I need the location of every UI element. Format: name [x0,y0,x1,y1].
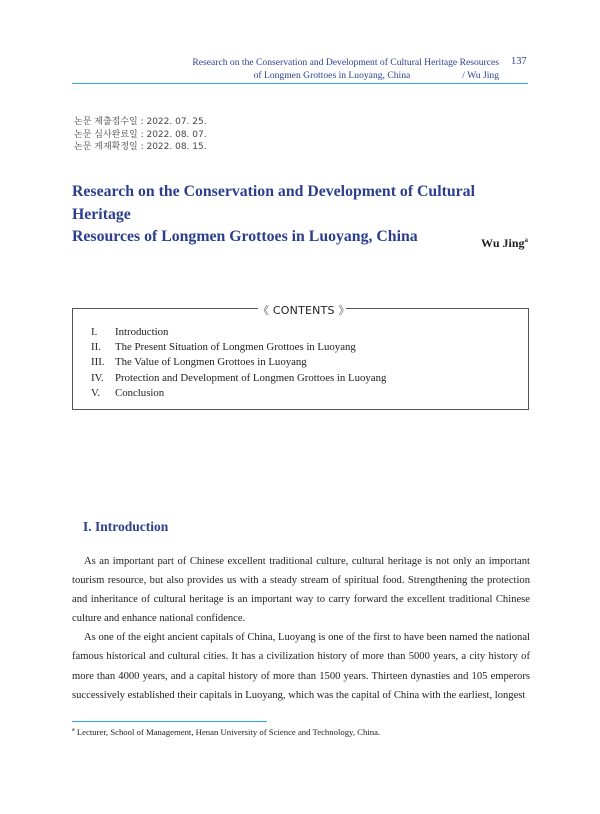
paper-title-line2: Resources of Longmen Grottoes in Luoyang, China [72,228,418,245]
toc-label: The Present Situation of Longmen Grottoes in Luoyang [115,341,356,354]
toc-number: I. [91,326,98,338]
footnote [72,727,380,737]
running-title-line1: Research on the Conservation and Development of Cultural Heritage Resources [192,57,499,68]
paper-title [72,181,532,249]
toc-label: The Value of Longmen Grottoes in Luoyang [115,356,307,369]
toc-number: III. [91,356,105,369]
table-of-contents [91,325,386,401]
toc-number: IV. [91,371,104,384]
toc-item [91,340,386,355]
author-affiliation-mark: a [524,236,528,244]
paper-title-line1: Research on the Conservation and Development of Cultural Heritage [72,183,475,223]
running-title-line2: of Longmen Grottoes in Luoyang, China [253,70,411,81]
footnote-mark: a [72,727,75,734]
section-heading: I. Introduction [83,519,169,534]
toc-item [91,355,386,370]
body-text [72,552,530,705]
author-name [481,236,528,251]
contents-heading: 《 CONTENTS 》 [258,304,350,317]
paragraph: As an important part of Chinese excellent traditional culture, cultural heritage is not only an important tourism resource, but also provides us with a steady stream of spiritual food. Strengthening the protection and inheritance of cultural heritage is an important way to carry forward the excellent traditional Chinese culture and enhance national confidence. [72,556,530,625]
date-accepted: 논문 게재확정일 : 2022. 08. 15. [74,142,207,152]
toc-item [91,371,386,386]
toc-label: Protection and Development of Longmen Grottoes in Luoyang [115,371,387,384]
running-author: / Wu Jing [462,70,499,81]
toc-number: V. [91,386,101,399]
date-reviewed: 논문 심사완료일 : 2022. 08. 07. [74,129,207,140]
running-header [192,56,499,82]
submission-dates [74,116,207,154]
toc-item [91,325,386,340]
contents-box-top-right-rule [346,308,528,309]
paragraph: As one of the eight ancient capitals of China, Luoyang is one of the first to have been named the national famous historical and cultural cities. It has a civilization history of more than 5000 years, a city history of more than 4000 years, and a capital history of more than 1500 years. Thirteen dynasties and 105 emperors successively established their capitals in Luoyang, which was the capital of China with the earliest, longest [72,632,530,701]
footnote-text: Lecturer, School of Management, Henan University of Science and Technology, China. [76,727,381,737]
page-number: 137 [511,56,527,67]
toc-number: II. [91,341,101,354]
toc-label: Introduction [115,326,169,338]
date-submitted: 논문 제출접수일 : 2022. 07. 25. [74,117,207,127]
footnote-divider [72,721,267,722]
contents-box-top-left-rule [73,308,258,309]
author-name-text: Wu Jing [481,236,525,250]
toc-item [91,386,386,401]
toc-label: Conclusion [115,386,165,399]
header-divider [72,83,528,84]
